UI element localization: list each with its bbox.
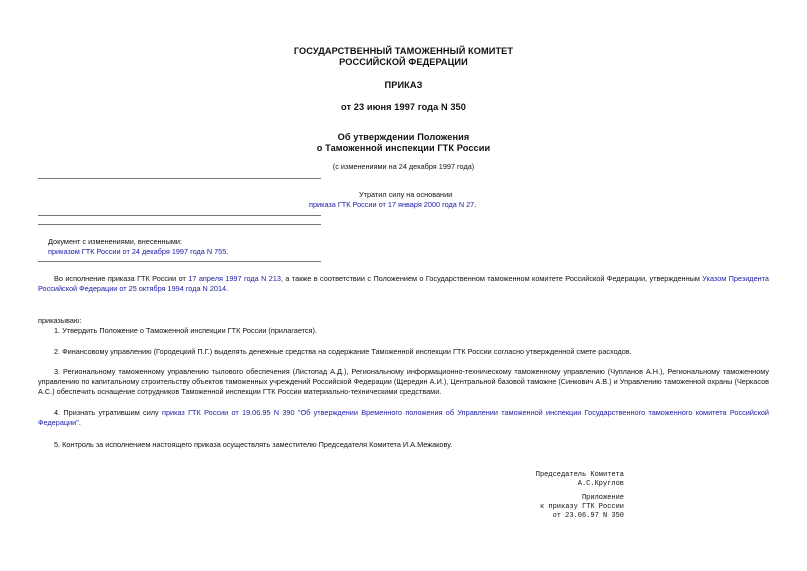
item-4: 4. Признать утратившим силу приказ ГТК России от 19.06.95 N 390 "Об утверждении Временного положения об Управлении таможенной инспекции Государственного таможенного комитета Российской Федерации". [38,408,769,427]
doc-date-number: от 23 июня 1997 года N 350 [341,102,466,112]
amendments-note: (с изменениями на 24 декабря 1997 года) [332,162,475,171]
item-2: 2. Финансовому управлению (Городецкий П.Г.) выделять денежные средства на содержание Таможенной инспекции ГТК России согласно утвержденной смете расходов. [54,347,632,356]
presidential-decree-link[interactable]: Указом Президента Российской Федерации от 25 октября 1994 года N 2014 [38,274,769,293]
changes-line: приказом ГТК России от 24 декабря 1997 года N 755. [48,247,229,256]
lost-force-note: Утратил силу на основании [359,190,453,199]
appendix-date: от 23.06.97 N 350 [552,512,624,520]
item-1: 1. Утвердить Положение о Таможенной инспекции ГТК России (прилагается). [54,326,317,335]
divider [38,215,321,216]
order-213-link[interactable]: 17 апреля 1997 года N 213 [188,274,281,283]
doc-title-line2: о Таможенной инспекции ГТК России [316,143,491,153]
lost-force-link[interactable]: приказа ГТК России от 17 января 2000 года N 27 [309,200,475,209]
signature-title: Председатель Комитета [535,471,624,479]
lost-force-line: приказа ГТК России от 17 января 2000 года N 27. [309,200,477,209]
divider [38,261,321,262]
preamble-paragraph: Во исполнение приказа ГТК России от 17 апреля 1997 года N 213, а также в соответствии с Положением о Государственном таможенном комитете Российской Федерации, утвержденным Указом Президента Российской Федерации от 25 октября 1994 года N 2014. [38,274,769,293]
appendix-label: Приложение [581,494,624,502]
appendix-ref: к приказу ГТК России [539,503,624,511]
changes-link[interactable]: приказом ГТК России от 24 декабря 1997 года N 755 [48,247,227,256]
order-word: приказываю: [38,316,82,325]
doc-type: ПРИКАЗ [384,80,423,90]
order-390-link[interactable]: приказ ГТК России от 19.06.95 N 390 "Об утверждении Временного положения об Управлении таможенной инспекции Государственного таможенного комитета Российской Федерации" [38,408,769,427]
org-name-line2: РОССИЙСКОЙ ФЕДЕРАЦИИ [339,57,468,67]
divider [38,178,321,179]
divider [38,224,321,225]
signature-name: А.С.Круглов [577,480,624,488]
item-5: 5. Контроль за исполнением настоящего приказа осуществлять заместителю Председателя Комитета И.А.Межакову. [54,440,453,449]
item-3: 3. Региональному таможенному управлению тылового обеспечения (Листопад А.Д.), Региональному информационно-техническому таможенному управлению (Чупланов А.Н.), Региональному таможенному управлению по капитальному строительству объектов таможенных учреждений Российской Федерации (Щередин А.И.), Центральной базовой таможне (Синкович А.В.) и Управлению таможенной охраны (Черкасов А.С.) обеспечить оснащение сотрудников Таможенной инспекции ГТК России материально-техническими средствами. [38,367,769,396]
changes-label: Документ с изменениями, внесенными: [48,237,182,246]
org-name-line1: ГОСУДАРСТВЕННЫЙ ТАМОЖЕННЫЙ КОМИТЕТ [293,46,514,56]
doc-title-line1: Об утверждении Положения [337,132,470,142]
